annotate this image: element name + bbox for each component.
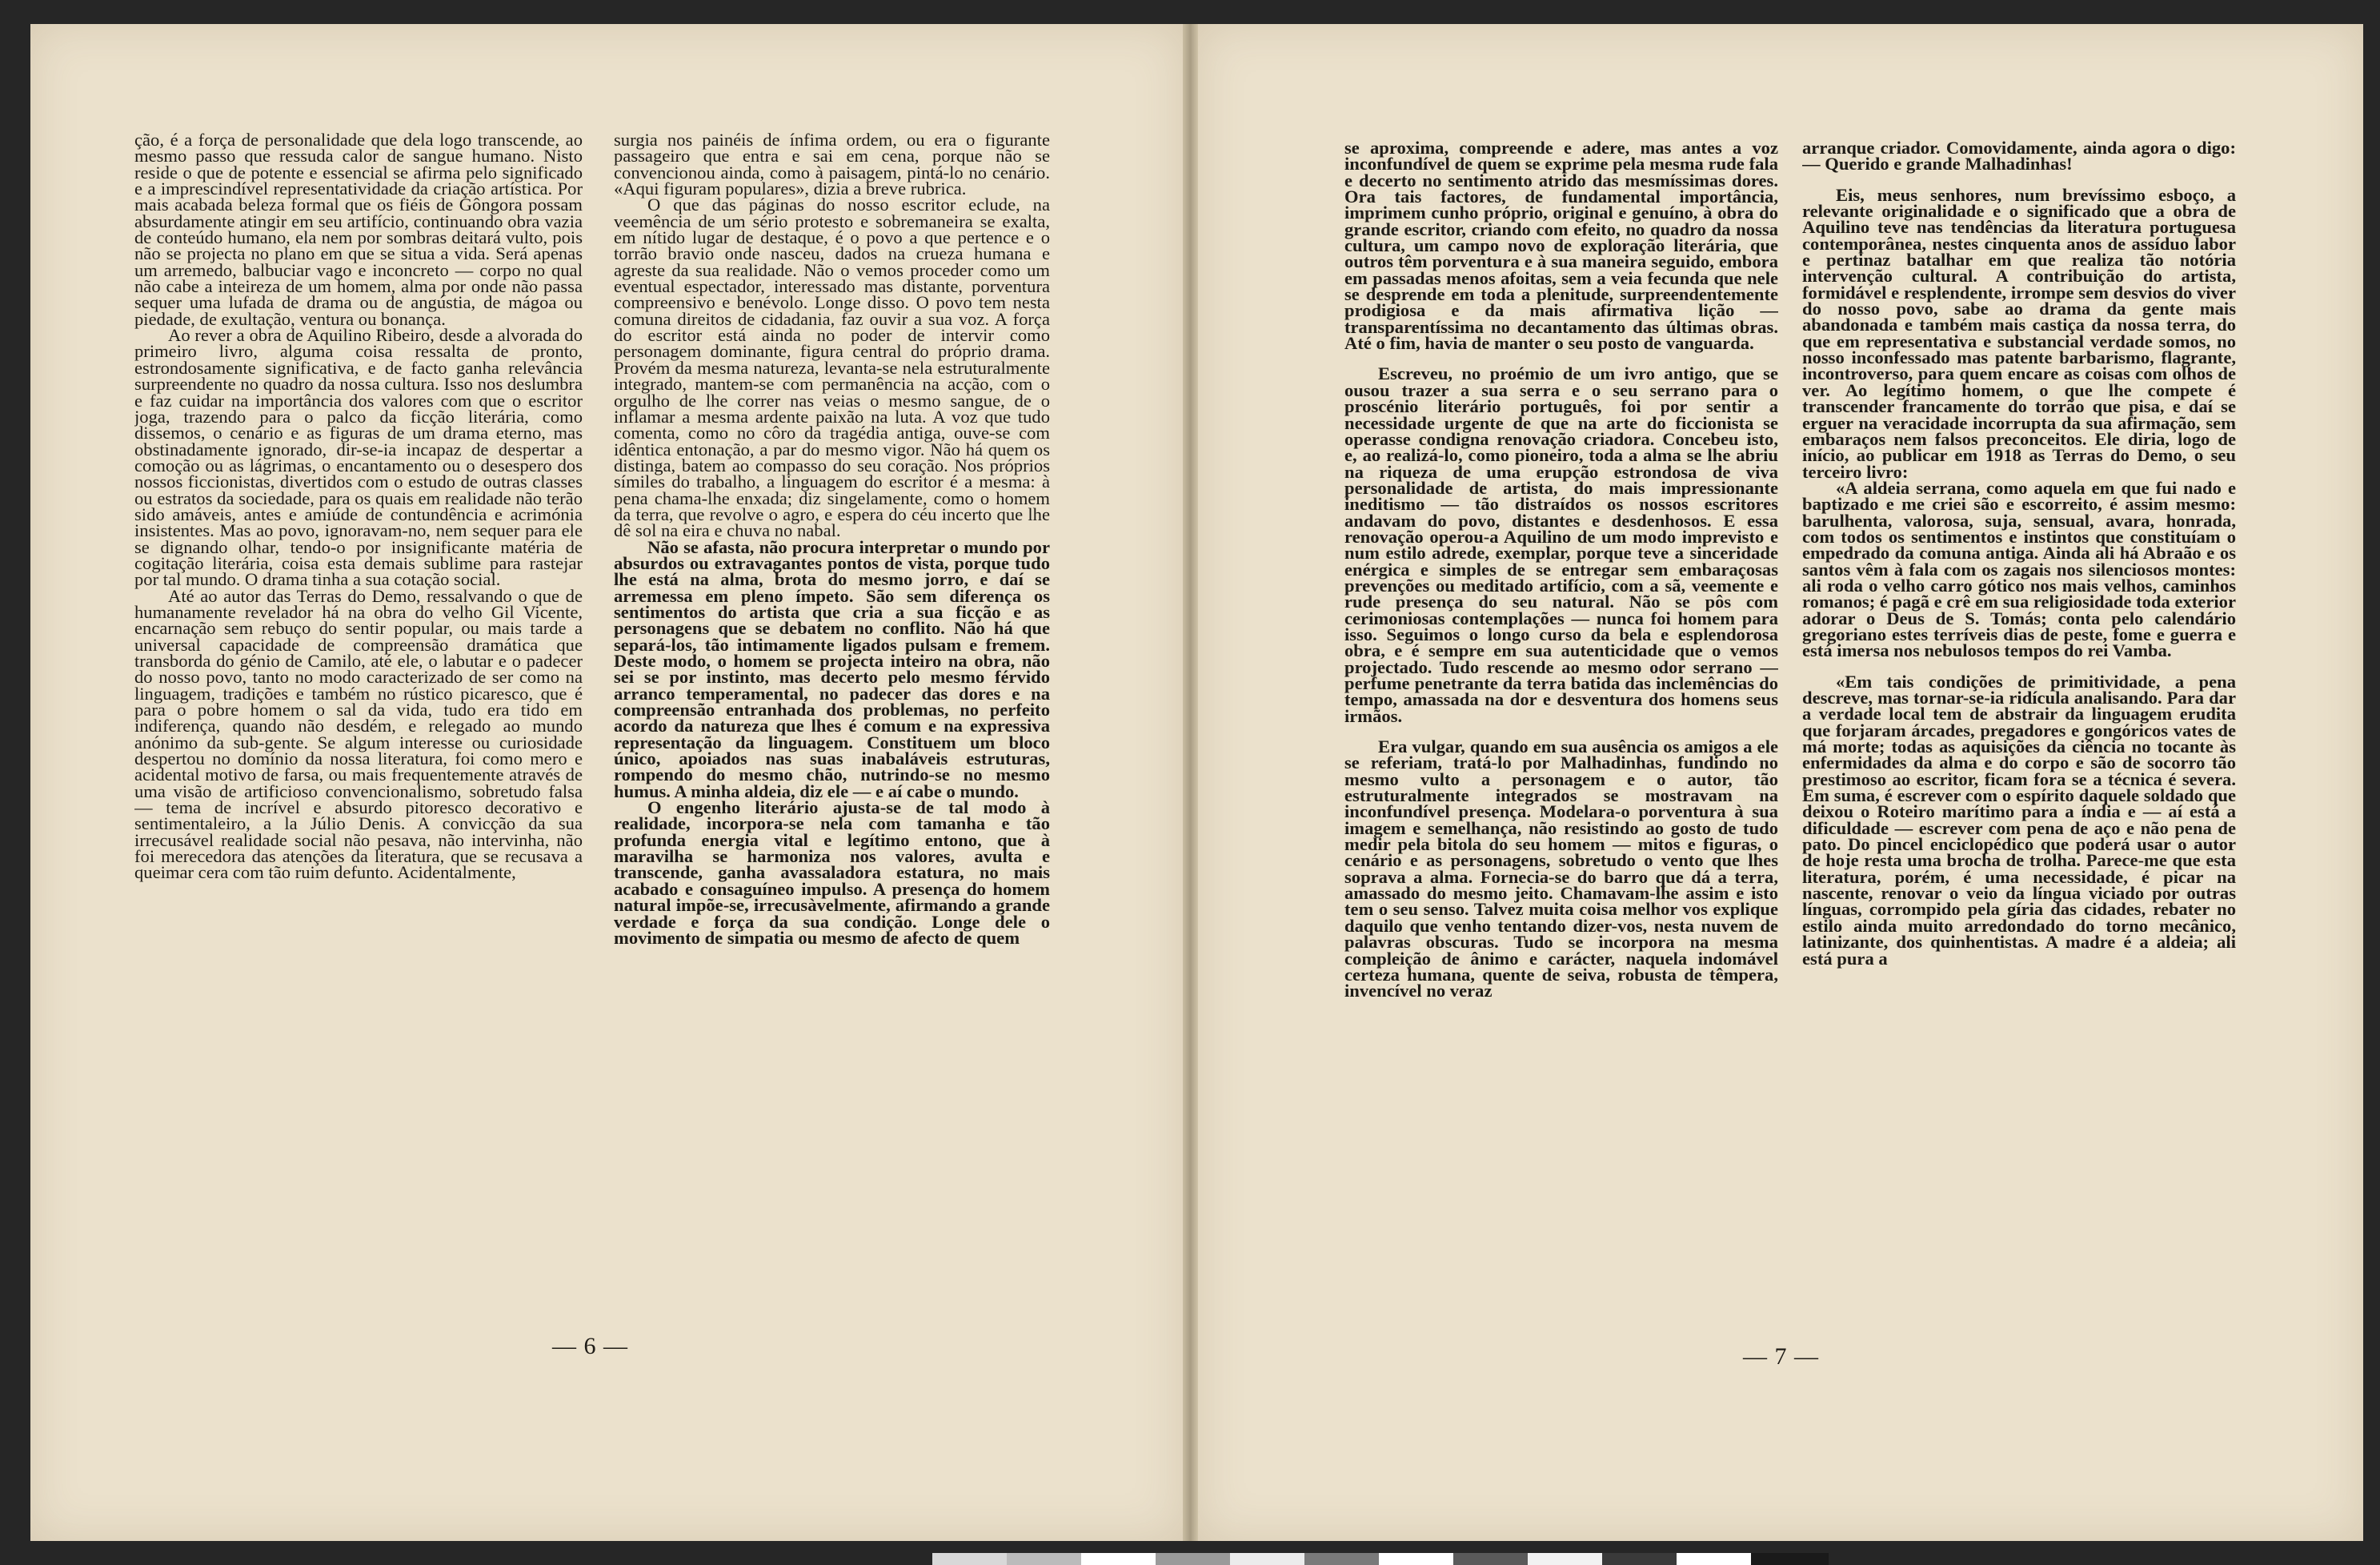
left-page-column-2 bbox=[614, 132, 1050, 1309]
page-number-left: — 6 — bbox=[552, 1333, 628, 1359]
paragraph: «A aldeia serrana, como aquela em que fui nado e baptizado e me criei são e escorreito, é assim mesmo: barulhenta, valorosa, suja, sensual, avara, honrada, com todos os sentimentos e instintos que constituíam o empedrado da comuna antiga. Ainda ali há Abraão e os santos vêm à fala com os zagais nos silenciosos montes: ali roda o velho carro gótico nos mais velhos, caminhos romanos; é pagã e crê em sua religiosidade toda exterior adorar o Deus de S. Tomás; conta pelo calendário gregoriano estes terríveis dias de peste, fome e guerra e está imersa nos nebulosos tempos do rei Vamba. bbox=[1802, 477, 2236, 661]
paragraph: «Em tais condições de primitividade, a pena descreve, mas tornar-se-ia ridícula analisando. Para dar a verdade local tem de abstrair da linguagem erudita que forjaram árcades, pregadores e gongóricos vates de má morte; todas as aquisições da ciência no tocante às enfermidades da alma e do corpo e são de socorro tão prestimoso ao escritor, ficam fora se a técnica é severa. Em suma, é escrever com o espírito daquele soldado que deixou o Roteiro marítimo para a índia e — aí está a dificuldade — escrever com pena de aço e não pena de pato. Do pincel enciclopédico que poderá usar o autor de hoje resta uma brocha de trolha. Parece-me que esta literatura, porém, é uma necessidade, é picar na nascente, renovar o veio da língua viciado por outras línguas, corrompido pela gíria das cidades, rebater no estilo ainda muito arredondado do torno mecânico, latinizante, dos quinhentistas. A madre é a aldeia; ali está pura a bbox=[1802, 671, 2236, 969]
paragraph: Escreveu, no proémio de um ivro antigo, que se ousou trazer a sua serra e o seu serrano para o proscénio literário português, foi por sentir a necessidade urgente de que na arte do ficcionista se operasse condigna renovação criadora. Concebeu isto, e, ao realizá-lo, como pioneiro, toda a alma se lhe abriu na riqueza de uma erupção estrondosa de viva personalidade de artista, do mais impressionante ineditismo — tão distraídos os nossos escritores andavam do povo, distantes e desdenhosos. E essa renovação operou-a Aquilino de um modo imprevisto e num estilo adrede, exemplar, porque teve a sinceridade enérgica e simples de se entregar sem embaraçosas prevenções ou meditado artifício, com a sã, veemente e rude presença do seu natural. Não se pôs com cerimoniosas contemplações — nunca foi homem para isso. Seguimos o longo curso da bela e esplendorosa obra, e é sempre em sua autenticidade que o vemos projectado. Tudo rescende ao mesmo odor serrano — perfume penetrante da terra batida das inclemências do tempo, amassada na dor e desventura dos homens seus irmãos. bbox=[1344, 363, 1778, 726]
paragraph: O que das páginas do nosso escritor eclude, na veemência de um sério protesto e sobremaneira se exalta, em nítido lugar de destaque, é o povo a que pertence e o torrão bravio onde nasceu, dados na crueza humana e agreste da sua realidade. Não o vemos proceder como um eventual espectador, interessado mas distante, porventura compreensivo e benévolo. Longe disso. O povo tem nesta comuna direitos de cidadania, faz ouvir a sua voz. A força do escritor está ainda no poder de intervir como personagem dominante, figura central do próprio drama. Provém da mesma natureza, levanta-se nela estruturalmente integrado, mantem-se com permanência na acção, com o orgulho de lhe correr nas veias o mesmo sangue, de o inflamar a mesma ardente paixão na luta. A voz que tudo comenta, como no côro da tragédia antiga, ouve-se com idêntica entonação, a par do mesmo vigor. Não há quem os distinga, batem ao compasso do seu coração. Nos próprios símiles do trabalho, a linguagem do escritor é a mesma: à pena chama-lhe enxada; diz singelamente, como o homem da terra, que revolve o agro, e espera do céu incerto que lhe dê sol na eira e chuva no nabal. bbox=[614, 195, 1050, 541]
calibration-swatch bbox=[1230, 1553, 1304, 1565]
paragraph: Ao rever a obra de Aquilino Ribeiro, desde a alvorada do primeiro livro, alguma coisa ressalta de pronto, estrondosamente significativa, e de facto ganha relevância surpreendente no quadro da nossa cultura. Isso nos deslumbra e faz cuidar na importância dos valores com que o escritor joga, trazendo para o palco da ficção literária, como dissemos, o cenário e as figuras de um drama eterno, mas obstinadamente ignorado, dir-se-ia incapaz de despertar a comoção ou as lágrimas, o encantamento ou o desespero dos nossos ficcionistas, divertidos com o estudo de outras classes ou estratos da sociedade, para os quais em realidade não terão sido amáveis, antes e amiúde de contundência e acrimónia insistentes. Mas ao povo, ignoravam-no, nem sequer para ele se dignando olhar, tendo-o por insignificante matéria de cogitação literária, coisa esta demais sublime para rastejar por tal mundo. O drama tinha a sua cotação social. bbox=[134, 325, 583, 590]
calibration-swatch bbox=[1751, 1553, 1829, 1565]
calibration-swatch bbox=[932, 1553, 1007, 1565]
color-calibration-strip bbox=[932, 1553, 1829, 1565]
paragraph: Até ao autor das Terras do Demo, ressalvando o que de humanamente revelador há na obra do velho Gil Vicente, encarnação sem rebuço do sentir popular, ou mais tarde a universal capacidade de compreensão dramática que transborda do génio de Camilo, até ele, o labutar e o padecer do nosso povo, tanto no modo caracterizado de ser como na linguagem, tradições e também no rústico picaresco, que é para o pobre homem o sal da vida, tudo era tido em indiferença, quando não desdém, e relegado ao mundo anónimo da sub-gente. Se algum interesse ou curiosidade despertou no domínio da nossa literatura, foi como mero e acidental motivo de farsa, ou mais frequentemente através de uma visão de artificioso convencionalismo, sobretudo falsa — tema de incrível e absurdo pitoresco decorativo e sentimentaleiro, a la Júlio Denis. A convicção da sua irrecusável realidade social não pesava, não intervinha, não foi merecedora das atenções da literatura, que se recusava a queimar cera com tão ruim defunto. Acidentalmente, bbox=[134, 585, 583, 883]
right-page-column-2 bbox=[1802, 140, 2236, 1309]
calibration-swatch bbox=[1081, 1553, 1156, 1565]
paragraph: Não se afasta, não procura interpretar o mundo por absurdos ou extravagantes pontos de vista, porque tudo lhe está na alma, brota do mesmo jorro, e daí se arremessa em pleno ímpeto. São sem diferença os sentimentos do artista que cria a sua ficção e as personagens que se debatem no conflito. Não há que separá-los, tão intimamente ligados pulsam e fremem. Deste modo, o homem se projecta inteiro na obra, não sei se por instinto, mas decerto pelo mesmo férvido arranco temperamental, no padecer das dores e na compreensão entranhada dos problemas, no perfeito acordo da natureza que lhes é comum e na expressiva representação da linguagem. Constituem um bloco único, apoiados nas suas inabaláveis estruturas, rompendo do mesmo chão, nutrindo-se no mesmo humus. A minha aldeia, diz ele — e aí cabe o mundo. bbox=[614, 536, 1050, 801]
calibration-swatch bbox=[1528, 1553, 1602, 1565]
paragraph: ção, é a força de personalidade que dela logo transcende, ao mesmo passo que ressuda calor de sangue humano. Nisto reside o que de potente e essencial se afirma pelo significado e a imprescindível representatividade da criação artística. Por mais acabada beleza formal que os fiéis de Gôngora possam absurdamente atingir em seu artifício, continuando obra vazia de conteúdo humano, ela nem por sombras deitará vulto, pois não se projecta no plano em que se situa a vida. Será apenas um arremedo, balbuciar vago e inconcreto — corpo no qual não cabe a inteireza de um homem, alma por onde não passa sequer uma lufada de drama ou de angústia, de mágoa ou piedade, de exultação, ventura ou bonança. bbox=[134, 132, 583, 329]
calibration-swatch bbox=[1602, 1553, 1677, 1565]
calibration-swatch bbox=[1379, 1553, 1453, 1565]
paragraph: Era vulgar, quando em sua ausência os amigos a ele se referiam, tratá-lo por Malhadinhas, fundindo no mesmo vulto a personagem e o autor, tão estruturalmente integrados se mostravam na inconfundível presença. Modelara-o porventura à sua imagem e semelhança, não resistindo ao gosto de tudo medir pela bitola do seu homem — mitos e figuras, o cenário e as personagens, sobretudo o vento que lhes soprava a alma. Fornecia-se do barro que dá a terra, amassado do mesmo jeito. Chamavam-lhe assim e isto tem o seu senso. Talvez muita coisa melhor vos explique daquilo que venho tentando dizer-vos, nesta nuvem de palavras obscuras. Tudo se incorpora na mesma compleição de ânimo e carácter, naquela indomável certeza humana, quente de seiva, robusta de têmpera, invencível no veraz bbox=[1344, 736, 1778, 1001]
paragraph: arranque criador. Comovidamente, ainda agora o digo: — Querido e grande Malhadinhas! bbox=[1802, 140, 2236, 175]
left-page-column-1 bbox=[134, 132, 583, 1309]
page-number-right: — 7 — bbox=[1743, 1343, 1819, 1370]
page-gutter bbox=[1183, 24, 1198, 1541]
calibration-swatch bbox=[1007, 1553, 1081, 1565]
calibration-swatch bbox=[1304, 1553, 1379, 1565]
paragraph: O engenho literário ajusta-se de tal modo à realidade, incorpora-se nela com tamanha e tão profunda energia vital e legítimo entono, que à maravilha se harmoniza nos valores, avulta e transcende, ganha avassaladora estatura, no mais acabado e consaguíneo impulso. A presença do homem natural impõe-se, irrecusàvelmente, afirmando a grande verdade e força da sua condição. Longe dele o movimento de simpatia ou mesmo de afecto de quem bbox=[614, 797, 1050, 948]
calibration-swatch bbox=[1677, 1553, 1751, 1565]
calibration-swatch bbox=[1156, 1553, 1230, 1565]
paragraph: Eis, meus senhores, num brevíssimo esboço, a relevante originalidade e o significado que a obra de Aquilino teve nas tendências da literatura portuguesa contemporânea, nestes cinquenta anos de assíduo labor e pertinaz batalhar em que realiza tão notória intervenção cultural. A contribuição do artista, formidável e resplendente, irrompe sem desvios do viver do nosso povo, sabe ao drama da gente mais abandonada e também mais castiça da nossa terra, do que em representativa e substancial verdade somos, no nosso inconfessado mas patente barbarismo, flagrante, incontroverso, para quem encare as coisas com olhos de ver. Ao legítimo homem, o que lhe compete é transcender francamente do torrão que pisa, e daí se erguer na veracidade incorrupta da sua afirmação, sem embaraços nem falsos preconceitos. Ele diria, logo de início, ao publicar em 1918 as Terras do Demo, o seu terceiro livro: bbox=[1802, 184, 2236, 482]
paragraph: surgia nos painéis de ínfima ordem, ou era o figurante passageiro que entra e sai em cena, porque não se convencionou ainda, como à paisagem, pintá-lo no cenário. «Aqui figuram populares», dizia a breve rubrica. bbox=[614, 132, 1050, 199]
right-page-column-1 bbox=[1344, 140, 1778, 1309]
calibration-swatch bbox=[1453, 1553, 1528, 1565]
paragraph: se aproxima, compreende e adere, mas antes a voz inconfundível de quem se exprime pela mesma rude fala e decerto no sentimento atrido das mesmíssimas dores. Ora tais factores, de fundamental importância, imprimem cunho próprio, original e genuíno, à obra do grande escritor, criando com efeito, no quadro da nossa cultura, um campo novo de exploração literária, que outros têm porventura e à sua maneira seguido, embora em passadas menos afoitas, sem a veia fecunda que nele se desprende em toda a plenitude, surpreendentemente prodigiosa e da mais afirmativa lição — transparentíssima no decantamento das últimas obras. Até o fim, havia de manter o seu posto de vanguarda. bbox=[1344, 140, 1778, 354]
